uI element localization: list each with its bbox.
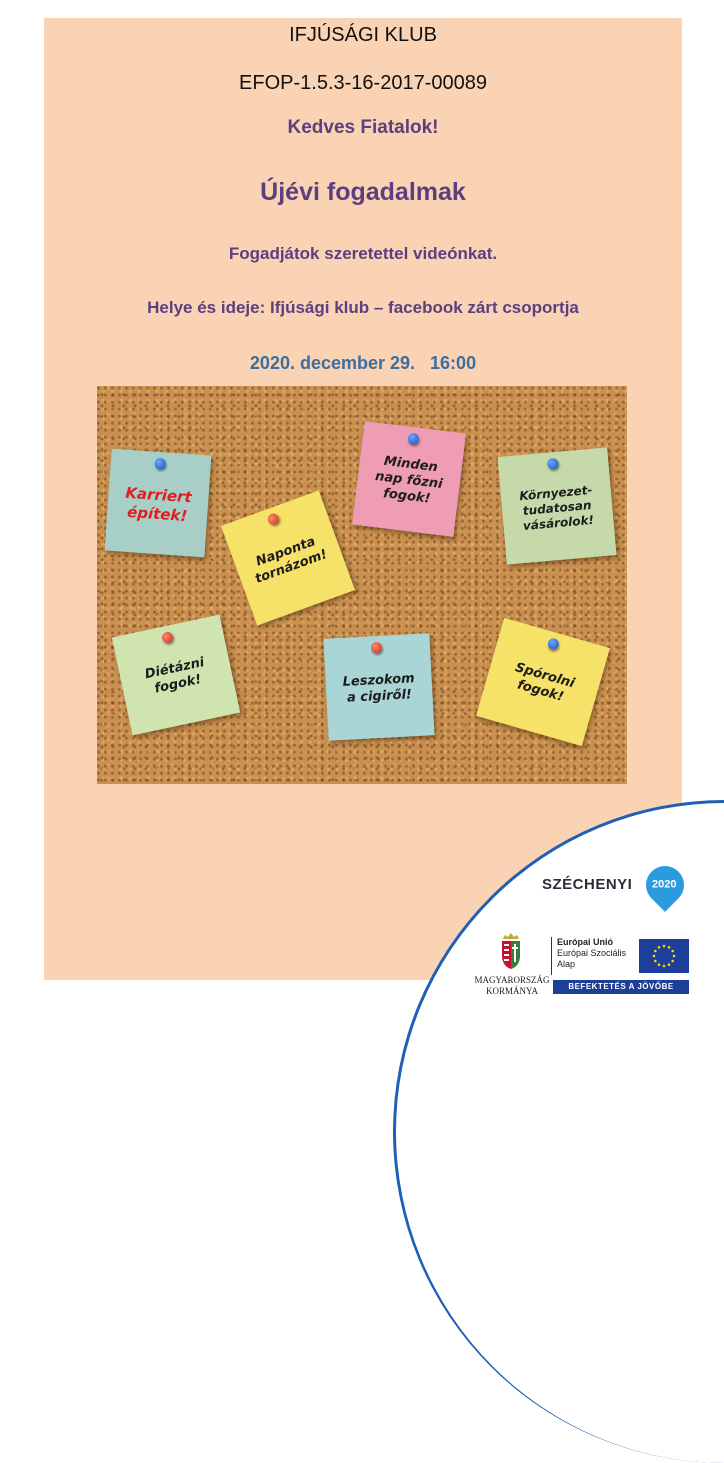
poster-title: Újévi fogadalmak: [260, 178, 466, 206]
pushpin-icon: [407, 433, 419, 445]
eu-line-2: Európai Szociális: [557, 947, 627, 958]
pushpin-icon: [266, 512, 280, 526]
note-text: Leszokom a cigiről!: [342, 670, 415, 706]
eu-line-1: Európai Unió: [557, 937, 613, 947]
sticky-note-saving: [476, 618, 610, 746]
event-datetime: 2020. december 29. 16:00: [249, 353, 477, 373]
note-text: Diétázni fogok!: [143, 654, 206, 697]
sticky-note-diet: [112, 615, 240, 736]
note-text: Minden nap főzni fogok!: [374, 453, 444, 507]
szechenyi-year: 2020: [652, 878, 677, 891]
government-line-1: MAGYARORSZÁG: [474, 975, 550, 985]
eu-line-3: Alap: [557, 958, 576, 969]
pushpin-icon: [547, 458, 559, 470]
note-text: Környezet- tudatosan vásárolok!: [518, 482, 595, 533]
sticky-note-exercise: [221, 490, 355, 625]
cork-board: [97, 386, 627, 784]
note-text: Naponta tornázom!: [253, 533, 330, 587]
eu-slogan-bar: BEFEKTETÉS A JÖVŐBE: [553, 980, 689, 994]
sticky-note-eco-shopping: [498, 447, 617, 564]
eu-divider: [551, 937, 552, 975]
note-text: Spórolni fogok!: [513, 659, 577, 705]
pushpin-icon: [371, 642, 383, 654]
hungarian-coat-of-arms-icon: [499, 930, 523, 970]
sticky-note-career: [105, 449, 212, 558]
project-code: EFOP-1.5.3-16-2017-00089: [239, 72, 487, 94]
note-text: Karriert építek!: [124, 483, 193, 526]
invitation-text: Fogadjátok szeretettel videónkat.: [228, 244, 498, 263]
greeting: Kedves Fiatalok!: [287, 117, 439, 138]
szechenyi-logo-text: SZÉCHENYI: [542, 876, 633, 893]
eu-flag-icon: [639, 939, 689, 973]
location-text: Helye és ideje: Ifjúsági klub – facebook zárt csoportja: [147, 298, 579, 317]
sticky-note-cooking: [352, 421, 466, 537]
pushpin-icon: [547, 637, 561, 651]
club-name: IFJÚSÁGI KLUB: [289, 24, 437, 46]
pushpin-icon: [161, 631, 174, 644]
government-logo-text: [470, 975, 554, 997]
sticky-note-quit-smoking: [323, 633, 434, 740]
pushpin-icon: [154, 458, 166, 470]
eu-logo-text: [557, 937, 626, 969]
government-line-2: KORMÁNYA: [485, 985, 538, 996]
